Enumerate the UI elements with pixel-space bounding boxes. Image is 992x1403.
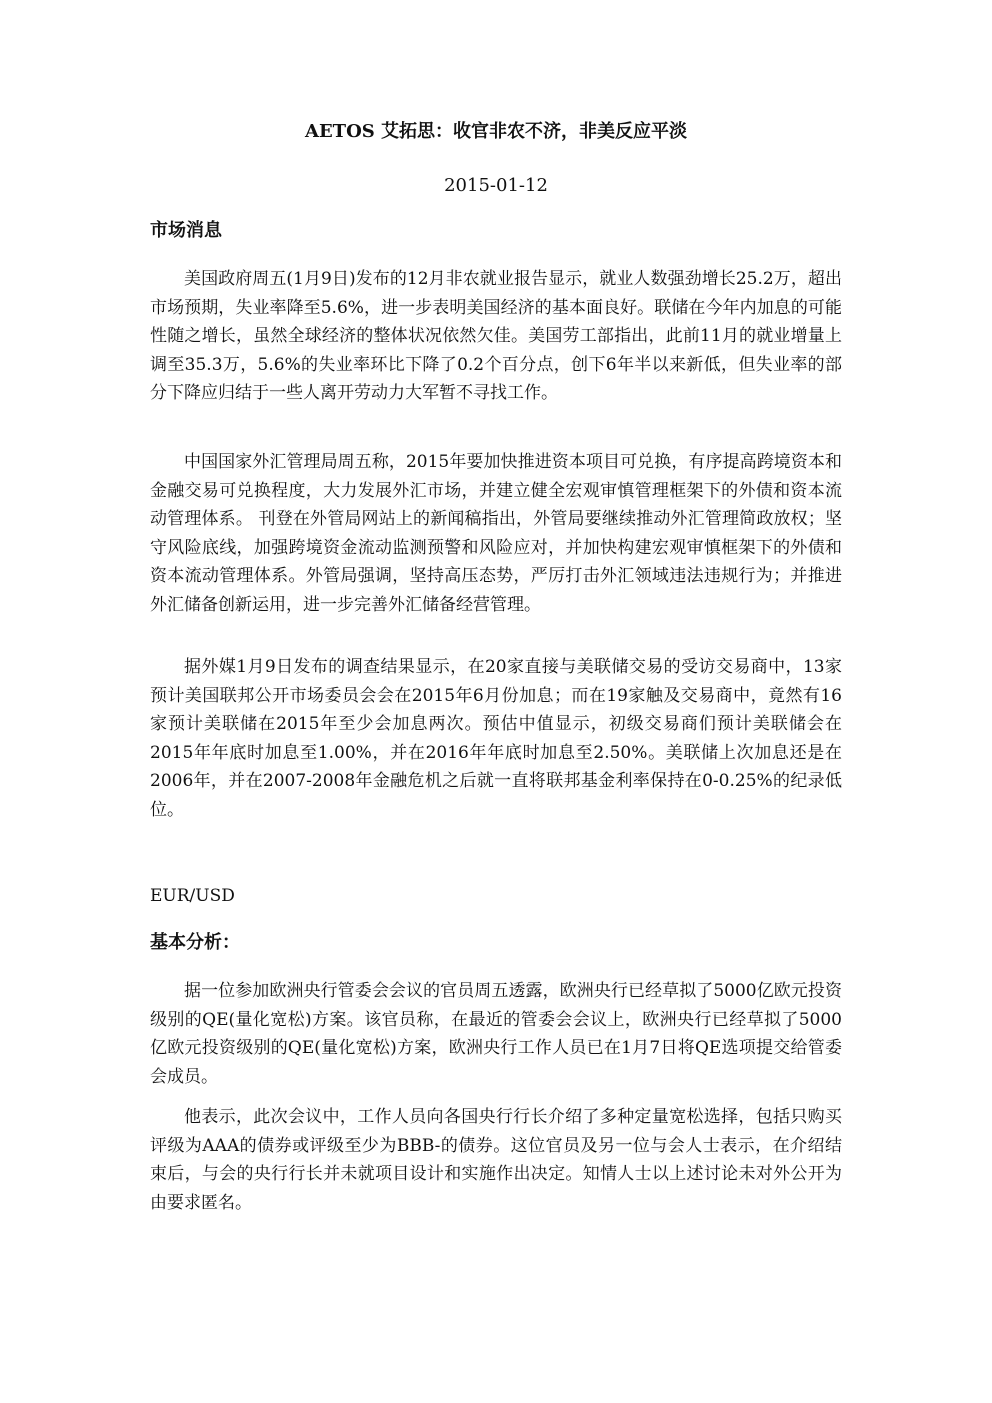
currency-pair-label: EUR/USD (150, 886, 235, 906)
fundamental-paragraph-1: 据一位参加欧洲央行管委会会议的官员周五透露，欧洲央行已经草拟了5000亿欧元投资级别的QE(量化宽松)方案。该官员称，在最近的管委会会议上，欧洲央行已经草拟了5000亿欧元投资级别的QE(量化宽松)方案，欧洲央行工作人员已在1月7日将QE选项提交给管委会成员。 (150, 981, 842, 1087)
section-heading-fundamental-analysis: 基本分析： (150, 932, 240, 953)
document-date: 2015-01-12 (444, 175, 548, 196)
document-title: AETOS 艾拓思：收官非农不济，非美反应平淡 (304, 121, 688, 142)
fundamental-paragraph-2: 他表示，此次会议中，工作人员向各国央行行长介绍了多种定量宽松选择，包括只购买评级为AAA的债券或评级至少为BBB-的债券。这位官员及另一位与会人士表示，在介绍结束后，与会的央行行长并未就项目设计和实施作出决定。知情人士以上述讨论未对外公开为由要求匿名。 (150, 1107, 842, 1213)
market-news-paragraph-3: 据外媒1月9日发布的调查结果显示，在20家直接与美联储交易的受访交易商中，13家预计美国联邦公开市场委员会会在2015年6月份加息；而在19家触及交易商中，竟然有16家预计美联储在2015年至少会加息两次。预估中值显示，初级交易商们预计美联储会在2015年年底时加息至1.00%，并在2016年年底时加息至2.50%。美联储上次加息还是在2006年，并在2007-2008年金融危机之后就一直将联邦基金利率保持在0-0.25%的纪录低位。 (150, 657, 842, 820)
market-news-paragraph-1: 美国政府周五(1月9日)发布的12月非农就业报告显示，就业人数强劲增长25.2万，超出市场预期，失业率降至5.6%，进一步表明美国经济的基本面良好。联储在今年内加息的可能性随之增长，虽然全球经济的整体状况依然欠佳。美国劳工部指出，此前11月的就业增量上调至35.3万，5.6%的失业率环比下降了0.2个百分点，创下6年半以来新低，但失业率的部分下降应归结于一些人离开劳动力大军暂不寻找工作。 (150, 269, 842, 403)
market-news-paragraph-2: 中国国家外汇管理局周五称，2015年要加快推进资本项目可兑换，有序提高跨境资本和金融交易可兑换程度，大力发展外汇市场，并建立健全宏观审慎管理框架下的外债和资本流动管理体系。 刊登在外管局网站上的新闻稿指出，外管局要继续推动外汇管理简政放权；坚守风险底线，加强跨境资金流动监测预警和风险应对，并加快构建宏观审慎框架下的外债和资本流动管理体系。外管局强调，坚持高压态势，严厉打击外汇领域违法违规行为；并推进外汇储备创新运用，进一步完善外汇储备经营管理。 (150, 452, 842, 615)
section-heading-market-news: 市场消息 (150, 220, 222, 241)
